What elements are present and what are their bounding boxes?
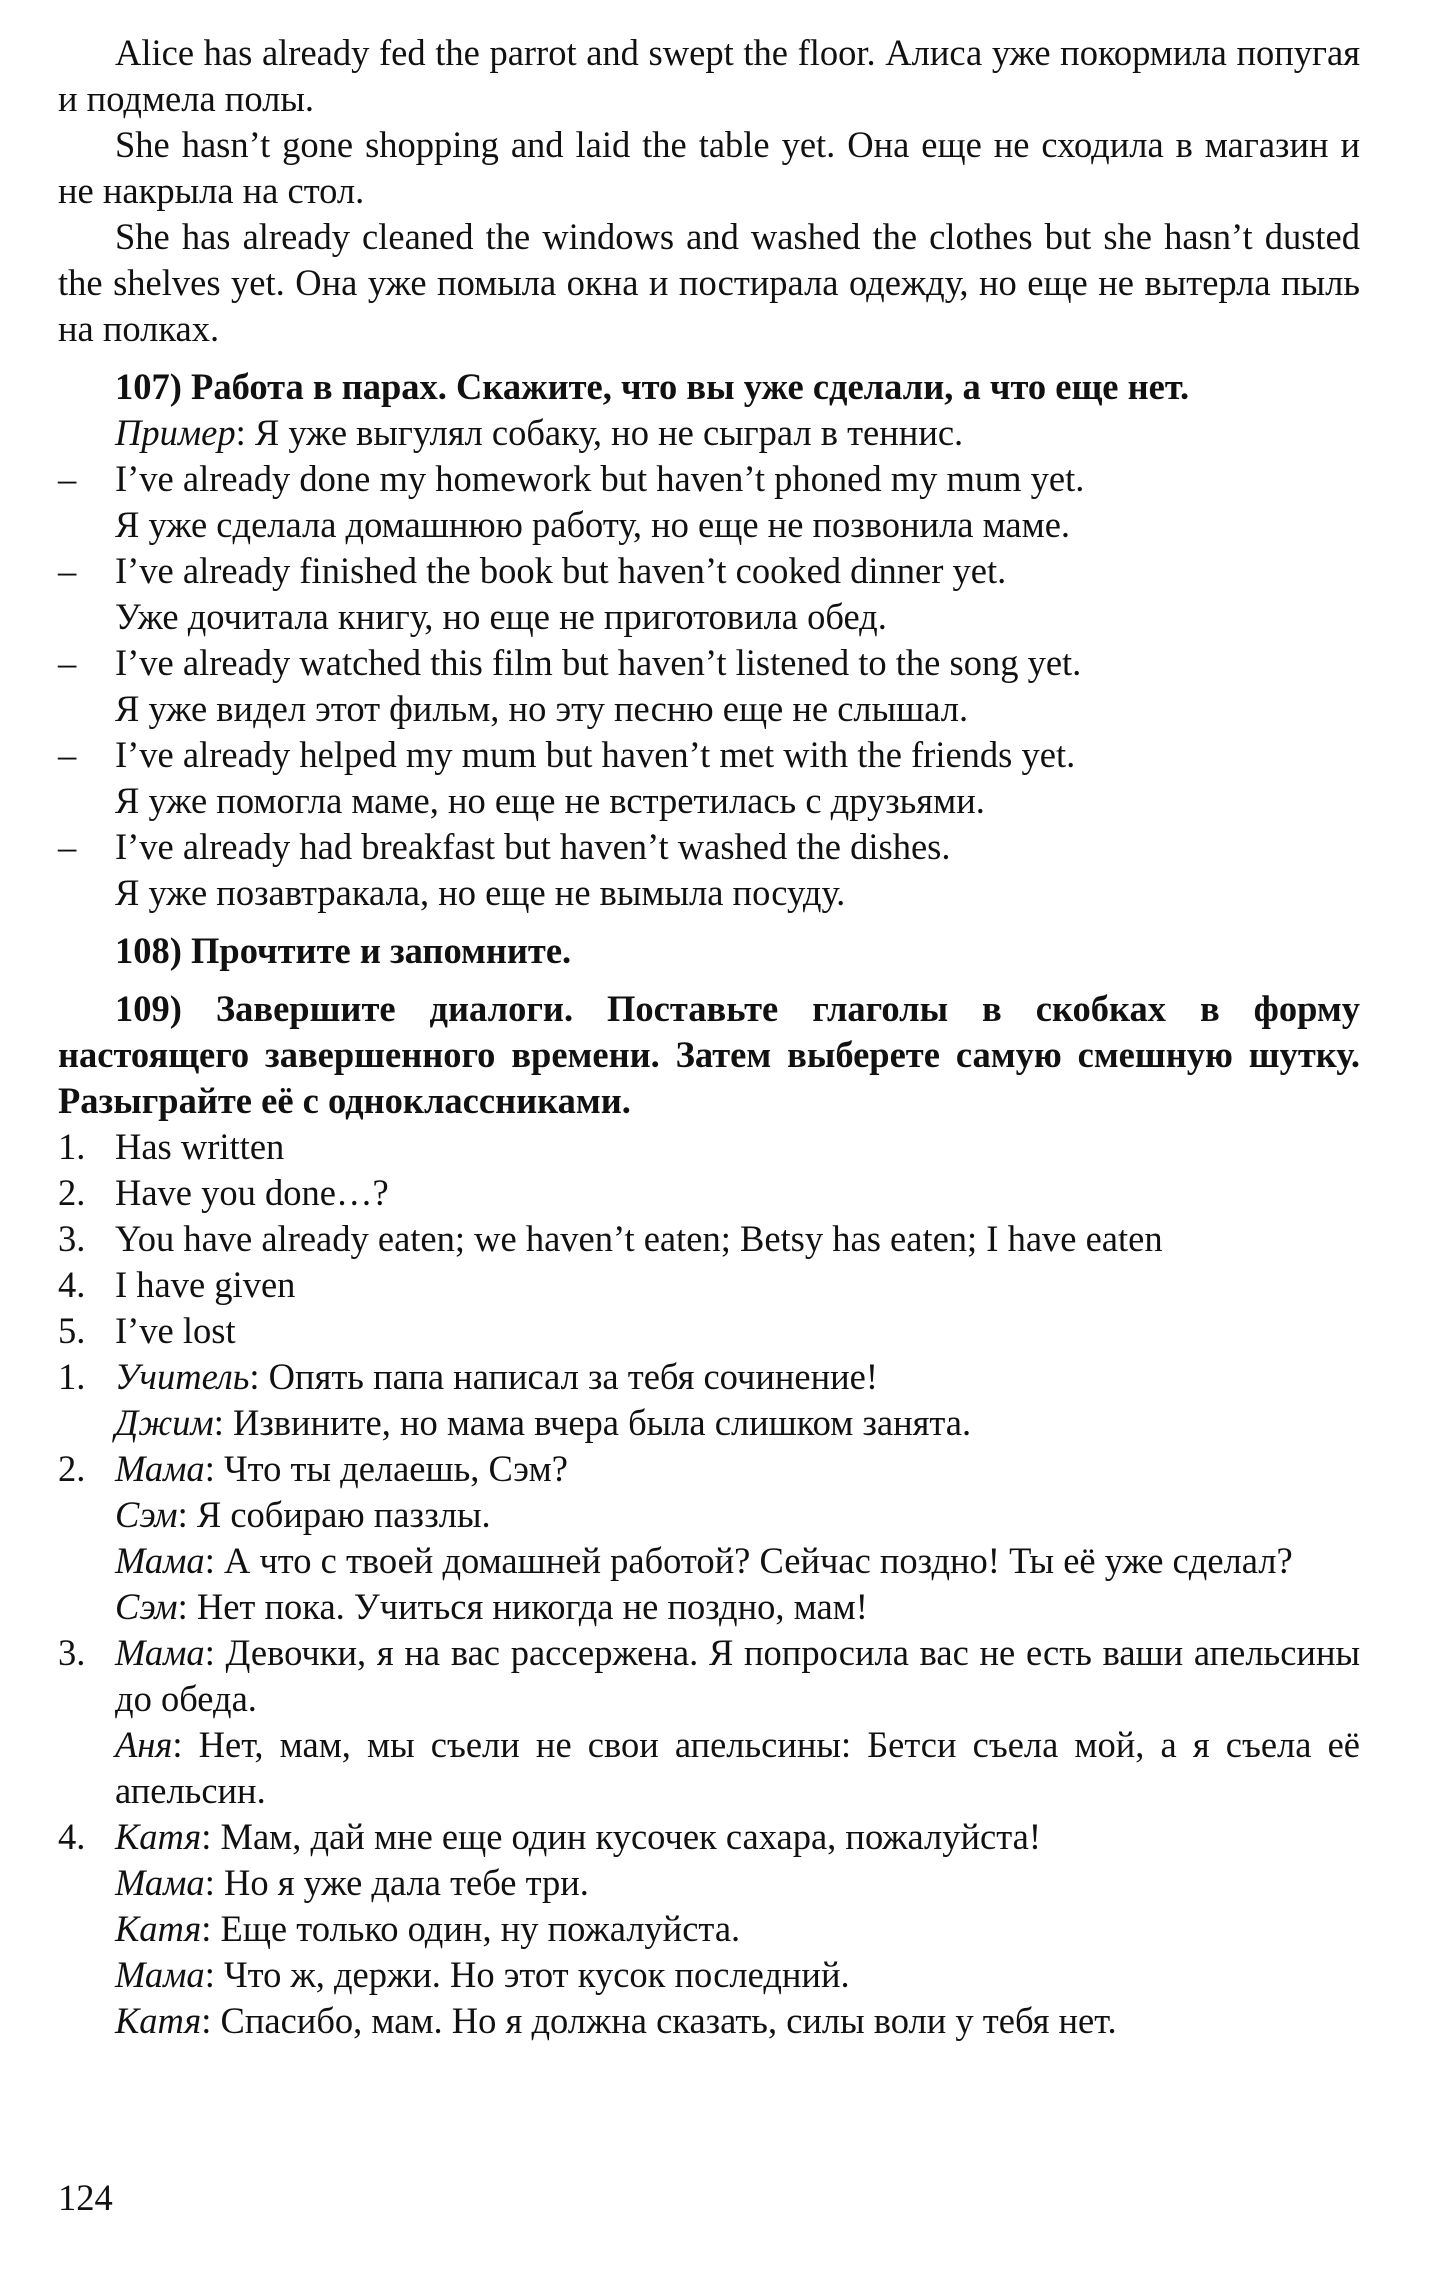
answer-text: Has written	[115, 1126, 285, 1167]
speaker: Джим	[115, 1402, 214, 1443]
dialogue-line	[115, 1814, 1360, 1860]
list-item	[58, 640, 1360, 732]
speech: : Извините, но мама вчера была слишком занята.	[213, 1402, 972, 1443]
speaker: Катя	[115, 1816, 202, 1857]
answer-number: 3.	[58, 1218, 86, 1259]
item-russian: Уже дочитала книгу, но еще не приготовила обед.	[115, 596, 887, 637]
dialogue-number: 1.	[58, 1356, 86, 1397]
answer-item	[58, 1308, 1360, 1354]
page-number: 124	[58, 2177, 113, 2218]
speech: : Что ж, держи. Но этот кусок последний.	[204, 1954, 850, 1995]
item-english: I’ve already helped my mum but haven’t met with the friends yet.	[115, 734, 1076, 775]
exercise-109-title: 109) Завершите диалоги. Поставьте глаголы в скобках в форму настоящего завершенного времени. Затем выберете самую смешную шутку. Разыграйте её с одноклассниками.	[58, 988, 1360, 1121]
answer-number: 5.	[58, 1310, 86, 1351]
item-russian: Я уже видел этот фильм, но эту песню еще не слышал.	[115, 688, 969, 729]
dialogue-line	[115, 1446, 1360, 1492]
answer-number: 1.	[58, 1126, 86, 1167]
speech: : Я собираю паззлы.	[177, 1494, 491, 1535]
speech: : Мам, дай мне еще один кусочек сахара, пожалуйста!	[201, 1816, 1041, 1857]
answer-number: 2.	[58, 1172, 86, 1213]
example-label: Пример	[115, 412, 236, 453]
dialogue-line	[115, 1538, 1360, 1584]
item-russian: Я уже сделала домашнюю работу, но еще не позвонила маме.	[115, 504, 1071, 545]
speech: : Еще только один, ну пожалуйста.	[201, 1908, 741, 1949]
dash-marker: –	[58, 550, 77, 591]
answer-text: I’ve lost	[115, 1310, 236, 1351]
item-english: I’ve already done my homework but haven’t phoned my mum yet.	[115, 458, 1085, 499]
speaker: Мама	[115, 1954, 205, 1995]
item-russian: Я уже помогла маме, но еще не встретилась с друзьями.	[115, 780, 985, 821]
dialogue-line	[115, 1952, 1360, 1998]
answer-item	[58, 1262, 1360, 1308]
answer-item	[58, 1216, 1360, 1262]
answer-text: I have given	[115, 1264, 296, 1305]
speech: : Но я уже дала тебе три.	[204, 1862, 589, 1903]
item-english: I’ve already had breakfast but haven’t washed the dishes.	[115, 826, 951, 867]
page-content	[58, 30, 1360, 2044]
dialogue-line	[115, 1584, 1360, 1630]
intro-paragraph-3: She has already cleaned the windows and washed the clothes but she hasn’t dusted the shelves yet. Она уже помыла окна и постирала одежду, но еще не вытерла пыль на полках.	[58, 216, 1360, 349]
dialogue	[58, 1630, 1360, 1814]
speech: : Опять папа написал за тебя сочинение!	[249, 1356, 879, 1397]
exercise-109-answers	[58, 1124, 1360, 1354]
answer-item	[58, 1170, 1360, 1216]
dialogue-number: 2.	[58, 1448, 86, 1489]
dialogue-number: 3.	[58, 1632, 86, 1673]
speaker: Мама	[115, 1862, 205, 1903]
speech: : А что с твоей домашней работой? Сейчас поздно! Ты её уже сделал?	[204, 1540, 1293, 1581]
dialogue-line	[115, 1722, 1360, 1814]
dash-marker: –	[58, 734, 77, 775]
item-russian: Я уже позавтракала, но еще не вымыла посуду.	[115, 872, 846, 913]
speaker: Сэм	[115, 1494, 178, 1535]
speaker: Мама	[115, 1632, 205, 1673]
list-item	[58, 824, 1360, 916]
exercise-107-list	[58, 456, 1360, 916]
dialogue	[58, 1814, 1360, 2044]
dialogue-line	[115, 1998, 1360, 2044]
list-item	[58, 548, 1360, 640]
speaker: Катя	[115, 2000, 202, 2041]
speech: : Что ты делаешь, Сэм?	[204, 1448, 568, 1489]
intro-paragraph-1: Alice has already fed the parrot and swept the floor. Алиса уже покормила попугая и подмела полы.	[58, 32, 1360, 119]
exercise-109-dialogues	[58, 1354, 1360, 2044]
speech: : Нет, мам, мы съели не свои апельсины: Бетси съела мой, а я съела её апельсин.	[115, 1724, 1360, 1811]
dialogue-line	[115, 1400, 1360, 1446]
dialogue	[58, 1446, 1360, 1630]
speech: : Девочки, я на вас рассержена. Я попросила вас не есть ваши апельсины до обеда.	[115, 1632, 1360, 1719]
speech: : Спасибо, мам. Но я должна сказать, силы воли у тебя нет.	[201, 2000, 1117, 2041]
dialogue-line	[115, 1860, 1360, 1906]
speaker: Мама	[115, 1448, 205, 1489]
speaker: Учитель	[115, 1356, 250, 1397]
dialogue-line	[115, 1492, 1360, 1538]
speaker: Катя	[115, 1908, 202, 1949]
intro-paragraph-2: She hasn’t gone shopping and laid the table yet. Она еще не сходила в магазин и не накрыла на стол.	[58, 124, 1360, 211]
list-item	[58, 456, 1360, 548]
dialogue-line	[115, 1630, 1360, 1722]
list-item	[58, 732, 1360, 824]
dialogue-line	[115, 1354, 1360, 1400]
dash-marker: –	[58, 458, 77, 499]
exercise-107-example	[58, 410, 1360, 456]
exercise-107-title: 107) Работа в парах. Скажите, что вы уже сделали, а что еще нет.	[115, 366, 1190, 407]
item-english: I’ve already watched this film but haven’t listened to the song yet.	[115, 642, 1082, 683]
dialogue-number: 4.	[58, 1816, 86, 1857]
answer-text: You have already eaten; we haven’t eaten; Betsy has eaten; I have eaten	[115, 1218, 1163, 1259]
speaker: Сэм	[115, 1586, 178, 1627]
dash-marker: –	[58, 826, 77, 867]
dialogue-line	[115, 1906, 1360, 1952]
answer-number: 4.	[58, 1264, 86, 1305]
answer-item	[58, 1124, 1360, 1170]
speaker: Аня	[115, 1724, 173, 1765]
dialogue	[58, 1354, 1360, 1446]
item-english: I’ve already finished the book but haven’t cooked dinner yet.	[115, 550, 1007, 591]
speaker: Мама	[115, 1540, 205, 1581]
answer-text: Have you done…?	[115, 1172, 389, 1213]
exercise-108-title: 108) Прочтите и запомните.	[115, 930, 572, 971]
example-text: : Я уже выгулял собаку, но не сыграл в теннис.	[235, 412, 964, 453]
dash-marker: –	[58, 642, 77, 683]
speech: : Нет пока. Учиться никогда не поздно, мам!	[177, 1586, 868, 1627]
